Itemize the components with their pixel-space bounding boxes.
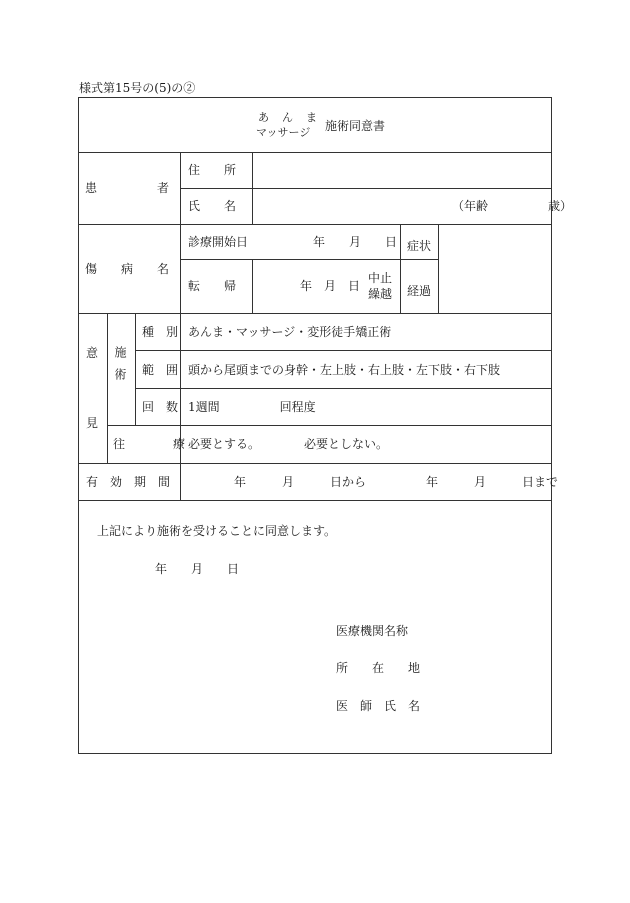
institution-label: 医療機関名称	[336, 624, 409, 638]
patient-label: 患 者	[85, 181, 170, 195]
range-label: 範 囲	[142, 363, 179, 377]
title-line2: マッサージ	[256, 126, 311, 139]
continue-label: 繰越	[368, 287, 393, 301]
count-value: 1週間 回程度	[188, 400, 316, 414]
validity-label: 有 効 期 間	[86, 475, 171, 489]
visit-not-required: 必要としない。	[304, 437, 389, 451]
consent-date: 年 月 日	[155, 562, 240, 576]
opinion-label-bottom: 見	[86, 416, 99, 430]
outcome-date-value: 年 月 日	[300, 279, 361, 293]
opinion-label-top: 意	[86, 346, 99, 360]
age-label: （年齢 歳）	[452, 199, 573, 213]
treatment-label: 施術	[113, 346, 127, 390]
type-label: 種 別	[142, 325, 179, 339]
validity-value: 年 月 日から 年 月 日まで	[234, 475, 559, 489]
address-label: 住 所	[188, 163, 237, 177]
stop-label: 中止	[368, 271, 393, 285]
consent-statement: 上記により施術を受けることに同意します。	[97, 524, 337, 538]
title-line1: あ ん ま	[258, 111, 318, 124]
count-label: 回 数	[142, 400, 179, 414]
visit-required: 必要とする。	[188, 437, 261, 451]
range-value: 頭から尾頭までの身幹・左上肢・右上肢・左下肢・右下肢	[188, 363, 501, 377]
start-date-label: 診療開始日	[188, 235, 249, 249]
type-value: あんま・マッサージ・変形徒手矯正術	[188, 325, 392, 339]
doctor-label: 医 師 氏 名	[336, 699, 421, 713]
visit-label: 往 療	[113, 437, 186, 451]
start-date-value: 年 月 日	[313, 235, 398, 249]
form-number: 様式第15号の(5)の②	[79, 81, 196, 95]
injury-label: 傷 病 名	[85, 262, 170, 276]
name-label: 氏 名	[188, 199, 237, 213]
page-title: 施術同意書	[325, 119, 386, 133]
outcome-label: 転 帰	[188, 279, 237, 293]
symptom-label: 症状	[407, 239, 432, 253]
progress-label: 経過	[407, 284, 432, 298]
location-label: 所 在 地	[336, 661, 421, 675]
